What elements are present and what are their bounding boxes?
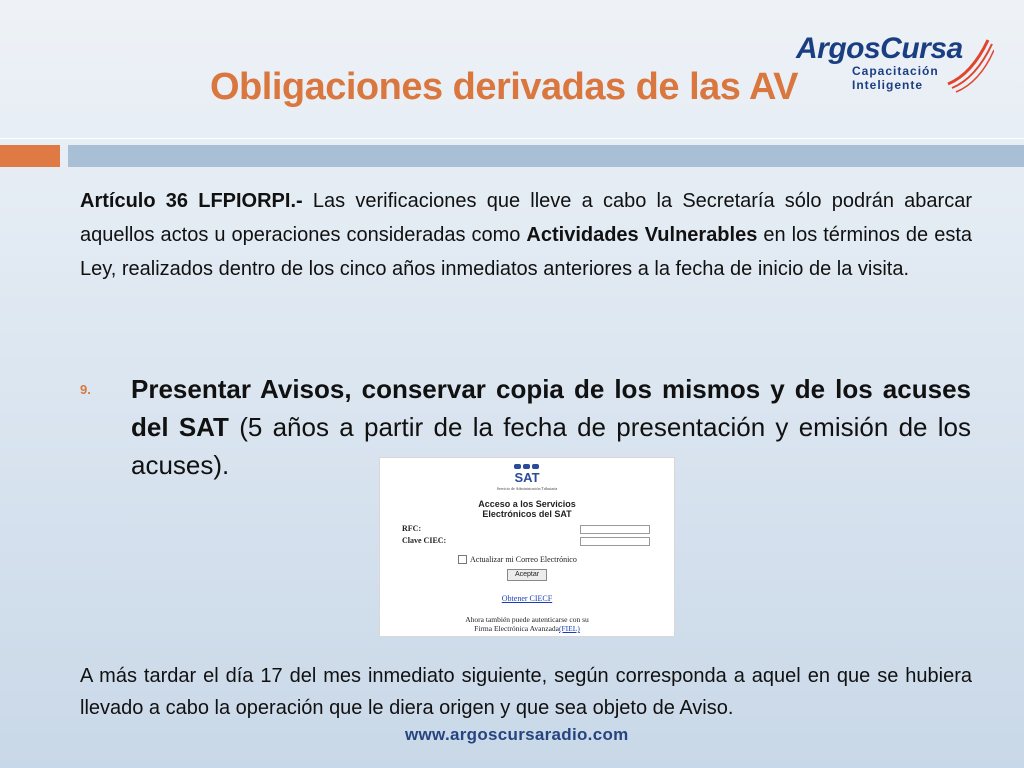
article-text-b: en los términos de esta Ley, realizados dentro de los cinco años inmediatos anteriores a la fecha de inicio de la visita. <box>80 224 973 280</box>
sat-note-line2 <box>380 624 674 633</box>
deadline-paragraph: A más tardar el día 17 del mes inmediato siguiente, según corresponda a aquel en que se hubiera llevado a cabo la operación que le diera origen y que sea objeto de Aviso. <box>80 665 972 719</box>
logo-tagline-line2: Inteligente <box>852 78 924 92</box>
sat-heading-line2: Electrónicos del SAT <box>482 509 572 519</box>
sat-ciec-input[interactable] <box>580 537 650 546</box>
article-text-a: Las verificaciones que lleve a cabo la Secretaría sólo podrán abarcar aquellos actos u operaciones consideradas como <box>80 190 972 246</box>
logo-tagline-line1: Capacitación <box>852 64 939 78</box>
accent-bar-blue <box>68 145 1024 167</box>
sat-accept-button[interactable]: Aceptar <box>507 569 547 581</box>
sat-heading-line1: Acceso a los Servicios <box>478 499 576 509</box>
argoscursa-logo <box>792 28 997 98</box>
accent-bar-orange <box>0 145 60 167</box>
sat-fiel-link[interactable]: (FIEL) <box>559 624 580 633</box>
sat-ciec-label: Clave CIEC: <box>402 536 447 545</box>
bullet-number: 9. <box>80 382 91 397</box>
sat-logo-text: SAT <box>514 470 540 485</box>
sat-update-email-checkbox-row[interactable] <box>458 555 577 564</box>
article-paragraph <box>80 184 972 286</box>
sat-login-screenshot <box>379 457 675 637</box>
bullet-bold-text: Presentar Avisos, conservar copia de los mismos y de los acuses del SAT <box>131 374 971 442</box>
sat-note-line1: Ahora también puede autenticarse con su <box>465 615 589 624</box>
bullet-text: (5 años a partir de la fecha de presentación y emisión de los acuses). <box>131 412 972 480</box>
logo-brand-text: ArgosCursa <box>796 32 963 65</box>
sat-logo-subtitle: Servicio de Administración Tributaria <box>496 486 558 491</box>
sat-rfc-input[interactable] <box>580 525 650 534</box>
sat-rfc-label: RFC: <box>402 524 422 533</box>
article-reference: Artículo 36 LFPIORPI.- <box>80 190 303 212</box>
sat-logo-icon <box>472 462 582 494</box>
logo-swoosh-icon <box>942 34 994 94</box>
header-divider <box>0 138 1024 139</box>
sat-get-ciec-link[interactable]: Obtener CIECF <box>501 594 553 603</box>
sat-checkbox[interactable] <box>458 555 467 564</box>
sat-checkbox-label: Actualizar mi Correo Electrónico <box>470 555 577 564</box>
slide-title: Obligaciones derivadas de las AV <box>210 66 799 108</box>
sat-note-fiel-text: Firma Electrónica Avanzada <box>474 624 559 633</box>
footer-url[interactable]: www.argoscursaradio.com <box>405 725 629 744</box>
article-emphasis: Actividades Vulnerables <box>526 224 758 246</box>
sat-logo <box>472 462 582 499</box>
logo-tagline <box>852 64 939 92</box>
